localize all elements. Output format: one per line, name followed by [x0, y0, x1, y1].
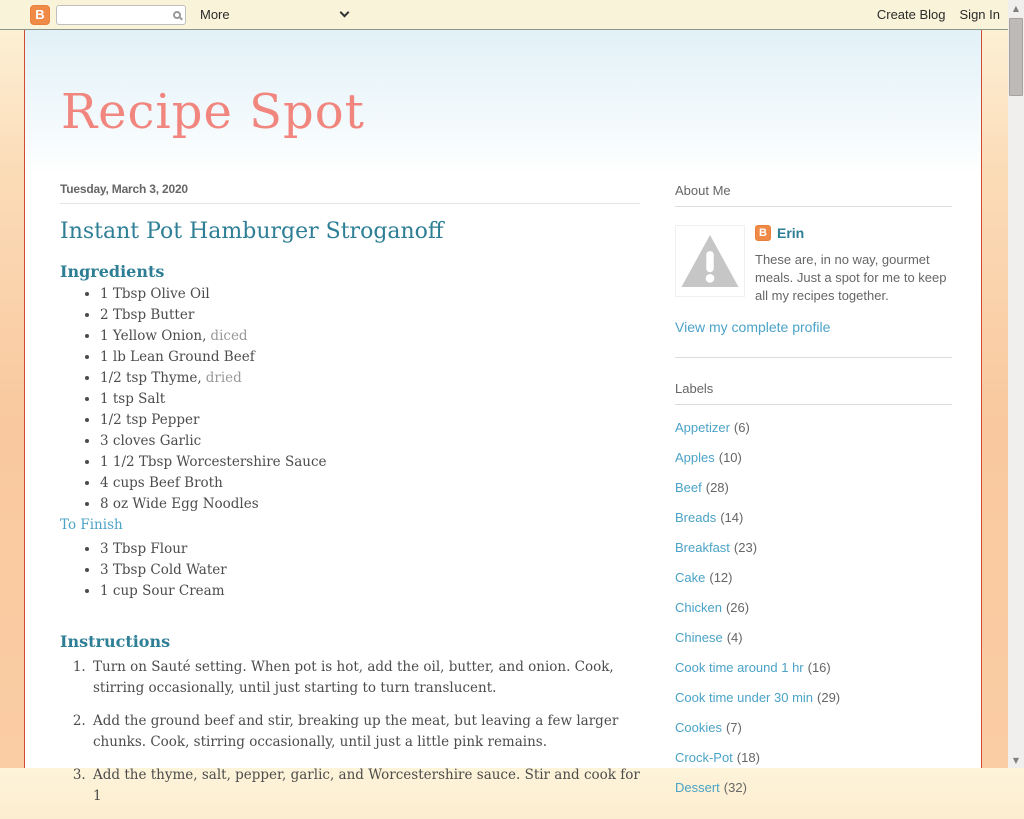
label-count: (23) — [733, 540, 758, 555]
create-blog-link[interactable]: Create Blog — [876, 7, 946, 22]
ingredient-item: • 3 cloves Garlic — [100, 431, 640, 452]
label-item — [675, 570, 952, 585]
ingredient-item: • 1 Tbsp Olive Oil — [100, 284, 640, 305]
more-label: More — [200, 7, 230, 22]
navbar-right — [877, 7, 1008, 22]
vertical-scrollbar[interactable] — [1008, 0, 1024, 768]
label-item — [675, 540, 952, 555]
label-link[interactable]: Apples — [675, 450, 715, 465]
label-count: (26) — [725, 600, 750, 615]
label-count: (16) — [807, 660, 831, 675]
ingredient-item: • 1 1/2 Tbsp Worcestershire Sauce — [100, 452, 640, 473]
label-link[interactable]: Breads — [675, 510, 717, 525]
labels-title: Labels — [675, 373, 952, 405]
ingredients-list — [60, 284, 640, 515]
label-link[interactable]: Cook time around 1 hr — [675, 660, 804, 675]
label-count: (12) — [709, 570, 733, 585]
blogger-profile-icon: B — [755, 225, 771, 241]
label-link[interactable]: Cookies — [675, 720, 722, 735]
view-profile-link[interactable]: View my complete profile — [675, 319, 831, 335]
ingredient-item: • 2 Tbsp Butter — [100, 305, 640, 326]
profile-name-link[interactable]: Erin — [777, 225, 805, 241]
label-item — [675, 690, 952, 705]
sidebar — [675, 175, 952, 819]
label-item — [675, 450, 952, 465]
ingredient-item: • 1 Yellow Onion, diced — [100, 326, 640, 347]
label-item — [675, 510, 952, 525]
more-dropdown[interactable] — [200, 7, 348, 22]
instructions-list — [60, 657, 640, 807]
label-link[interactable]: Beef — [675, 480, 702, 495]
label-link[interactable]: Cook time under 30 min — [675, 690, 814, 705]
label-item — [675, 780, 952, 795]
labels-widget — [675, 373, 952, 795]
blog-page — [24, 30, 982, 804]
label-count: (7) — [725, 720, 742, 735]
blog-header — [25, 30, 981, 175]
label-count: (6) — [733, 420, 750, 435]
navbar-search[interactable] — [56, 5, 186, 25]
label-item — [675, 480, 952, 495]
scroll-up-icon[interactable]: ▲ — [1012, 3, 1020, 13]
post-date: Tuesday, March 3, 2020 — [60, 175, 640, 204]
post-title[interactable]: Instant Pot Hamburger Stroganoff — [60, 219, 444, 244]
ingredient-item: • 8 oz Wide Egg Noodles — [100, 494, 640, 515]
label-count: (14) — [720, 510, 744, 525]
chevron-down-icon — [340, 8, 350, 18]
ingredient-item: • 3 Tbsp Cold Water — [100, 560, 640, 581]
blogger-navbar — [0, 0, 1008, 30]
ingredient-item: • 1 cup Sour Cream — [100, 581, 640, 602]
search-icon[interactable] — [173, 11, 181, 19]
profile-photo-broken-image — [675, 225, 745, 297]
scrollbar-thumb[interactable] — [1009, 18, 1023, 96]
label-count: (10) — [718, 450, 742, 465]
label-link[interactable]: Breakfast — [675, 540, 730, 555]
label-link[interactable]: Chinese — [675, 630, 723, 645]
ingredient-item: • 3 Tbsp Flour — [100, 539, 640, 560]
label-link[interactable]: Cake — [675, 570, 706, 585]
ingredient-item: • 1 lb Lean Ground Beef — [100, 347, 640, 368]
ingredient-item: • 1/2 tsp Thyme, dried — [100, 368, 640, 389]
blog-title[interactable]: Recipe Spot — [61, 84, 365, 140]
instruction-step: 3. Add the thyme, salt, pepper, garlic, and Worcestershire sauce. Stir and cook for 1 — [90, 765, 640, 807]
label-item — [675, 750, 952, 765]
search-input[interactable] — [61, 8, 173, 22]
label-count: (32) — [723, 780, 747, 795]
ingredient-item: • 4 cups Beef Broth — [100, 473, 640, 494]
ingredient-item: • 1/2 tsp Pepper — [100, 410, 640, 431]
label-item — [675, 720, 952, 735]
label-count: (28) — [705, 480, 729, 495]
profile-bio: These are, in no way, gourmet meals. Just a spot for me to keep all my recipes together. — [755, 252, 947, 303]
label-item — [675, 600, 952, 615]
label-count: (29) — [817, 690, 841, 705]
label-link[interactable]: Chicken — [675, 600, 722, 615]
to-finish-list — [60, 539, 640, 602]
label-item — [675, 630, 952, 645]
instructions-heading: Instructions — [60, 632, 171, 651]
warning-triangle-icon — [679, 232, 741, 290]
label-item — [675, 420, 952, 435]
scroll-down-icon[interactable]: ▼ — [1012, 755, 1020, 765]
label-item — [675, 660, 952, 675]
sign-in-link[interactable]: Sign In — [959, 7, 1000, 22]
about-me-title: About Me — [675, 175, 952, 207]
instruction-step: 2. Add the ground beef and stir, breaking up the meat, but leaving a few larger chunks. Cook, stirring occasionally, until just a little pink remains. — [90, 711, 640, 753]
label-count: (4) — [726, 630, 743, 645]
label-link[interactable]: Crock-Pot — [675, 750, 733, 765]
label-link[interactable]: Dessert — [675, 780, 720, 795]
instruction-step: 1. Turn on Sauté setting. When pot is hot, add the oil, butter, and onion. Cook, stirring occasionally, until just starting to turn translucent. — [90, 657, 640, 699]
post-column — [60, 175, 640, 819]
about-me-widget — [675, 175, 952, 358]
ingredient-item: • 1 tsp Salt — [100, 389, 640, 410]
to-finish-heading[interactable]: To Finish — [60, 517, 123, 533]
blogger-logo-icon[interactable]: B — [30, 5, 50, 25]
label-link[interactable]: Appetizer — [675, 420, 730, 435]
ingredients-heading: Ingredients — [60, 262, 165, 281]
label-count: (18) — [736, 750, 760, 765]
